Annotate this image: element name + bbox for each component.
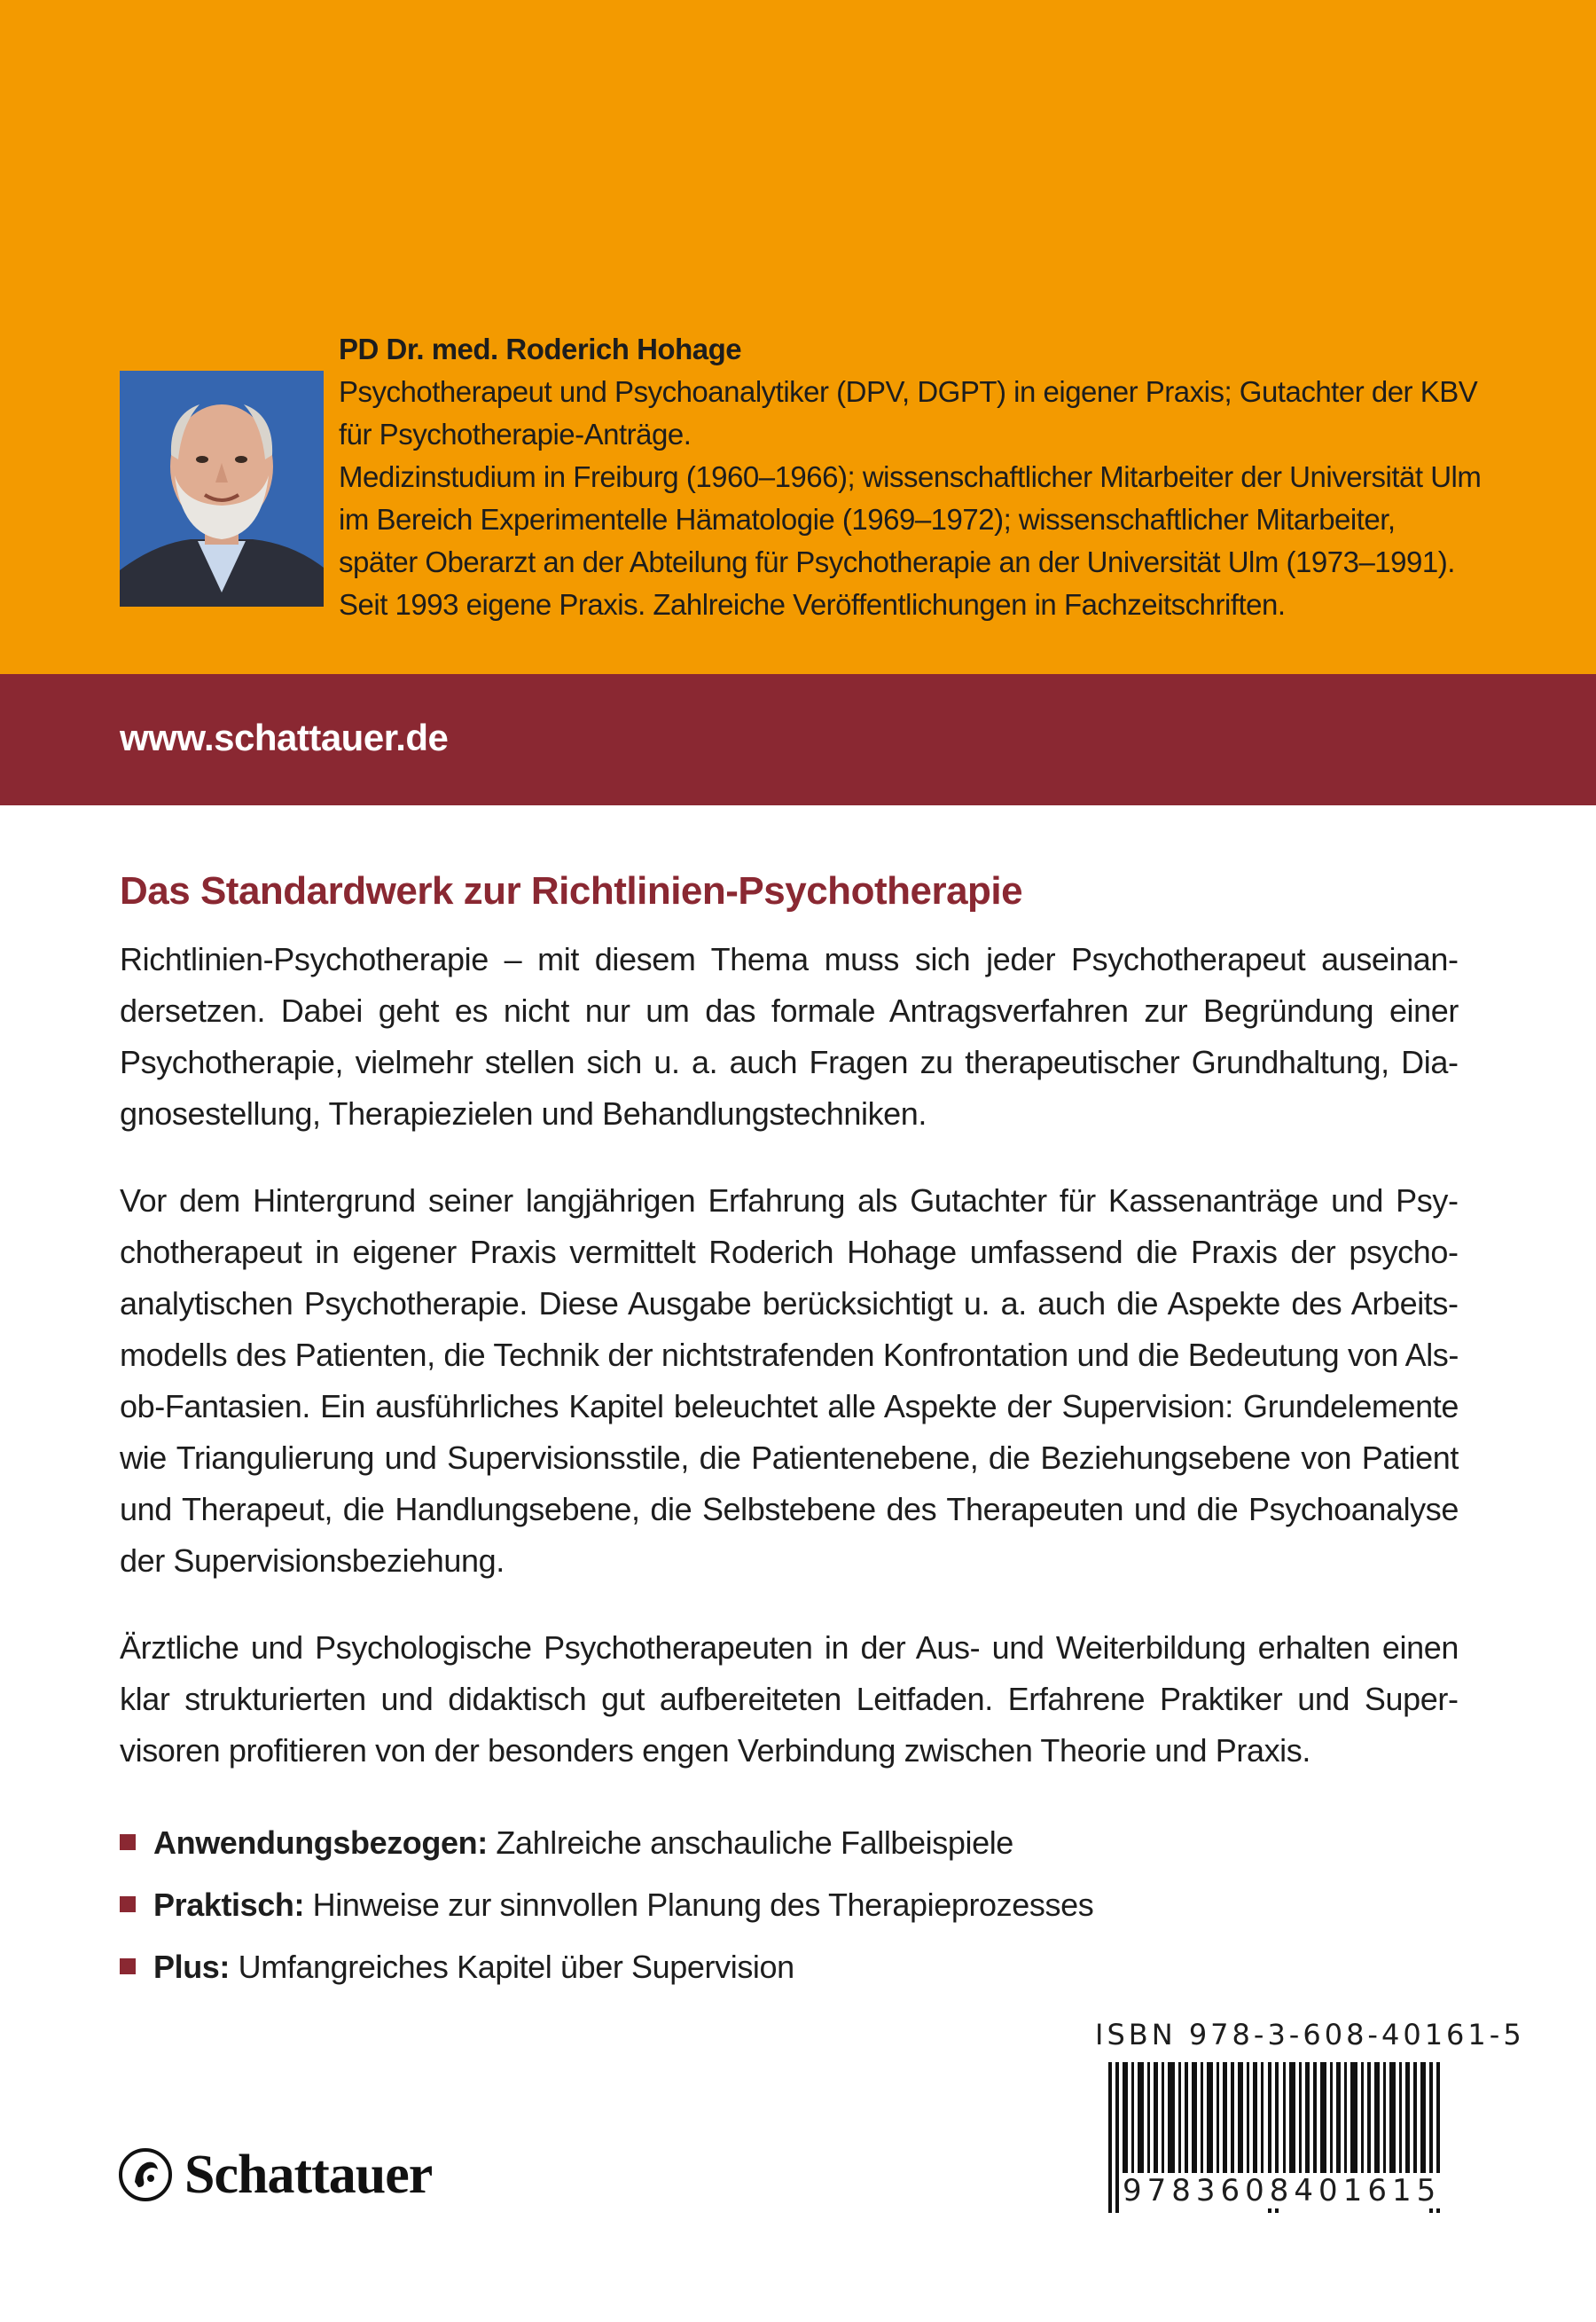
- author-bio-line: Psychotherapeut und Psychoanalytiker (DPV, DGPT) in eigener Praxis; Gutachter der KBV: [339, 375, 1478, 408]
- description-paragraph: Richtlinien-Psychotherapie – mit diesem Thema muss sich jeder Psychotherapeut auseinandersetzen. Dabei geht es nicht nur um das formale Antragsverfahren zur Begründung einer Psychotherapie, vielmehr stellen sich u. a. auch Fragen zu therapeutischer Grundhaltung, Diagnosestellung, Therapiezielen und Behandlungstechniken.: [120, 941, 1459, 1132]
- author-bio-line: Medizinstudium in Freiburg (1960–1966); wissenschaftlicher Mitarbeiter der Universität Ulm: [339, 460, 1482, 493]
- square-bullet-icon: [120, 1834, 136, 1850]
- author-bio-line: später Oberarzt an der Abteilung für Psychotherapie an der Universität Ulm (1973–1991).: [339, 545, 1455, 578]
- author-bio-line: im Bereich Experimentelle Hämatologie (1969–1972); wissenschaftlicher Mitarbeiter,: [339, 503, 1396, 536]
- author-bio-block: [339, 328, 1518, 626]
- description-headline: Das Standardwerk zur Richtlinien-Psychotherapie: [120, 869, 1023, 913]
- feature-item: [120, 1812, 1459, 1874]
- feature-title: Praktisch:: [153, 1887, 305, 1923]
- barcode-number: 9783608401615: [1119, 2173, 1444, 2208]
- isbn-label: ISBN 978-3-608-40161-5: [1095, 2018, 1525, 2051]
- feature-title: Plus:: [153, 1949, 231, 1985]
- author-photo: [120, 371, 324, 607]
- publisher-website-link[interactable]: www.schattauer.de: [120, 717, 449, 758]
- author-bio-line: Seit 1993 eigene Praxis. Zahlreiche Veröffentlichungen in Fachzeitschriften.: [339, 588, 1286, 621]
- description-paragraph: Vor dem Hintergrund seiner langjährigen Erfahrung als Gutachter für Kassenanträge und Psychotherapeut in eigener Praxis vermittelt Roderich Hohage umfassend die Praxis der psychoanalytischen Psychotherapie. Diese Ausgabe berücksichtigt u. a. auch die Aspekte des Arbeitsmodells des Patienten, die Technik der nichtstrafenden Konfrontation und die Bedeutung von Als-ob-Fantasien. Ein ausführliches Kapitel beleuchtet alle Aspekte der Supervision: Grundelemente wie Triangulierung und Supervisionsstile, die Patientenebene, die Beziehungsebene von Patient und Therapeut, die Handlungsebene, die Selbstebene des Therapeuten und die Psychoanalyse der Supervisionsbeziehung.: [120, 1182, 1459, 1579]
- feature-item: [120, 1936, 1459, 1998]
- book-description: [120, 865, 1459, 1998]
- author-portrait-illustration: [120, 371, 324, 607]
- square-bullet-icon: [120, 1896, 136, 1912]
- publisher-logo: [117, 2139, 432, 2210]
- schattauer-emblem-icon: [117, 2146, 174, 2203]
- feature-text: Hinweise zur sinnvollen Planung des Therapieprozesses: [304, 1887, 1094, 1923]
- author-bio-line: für Psychotherapie-Anträge.: [339, 418, 692, 451]
- feature-list: [120, 1812, 1459, 1998]
- publisher-name: Schattauer: [184, 2144, 433, 2205]
- square-bullet-icon: [120, 1958, 136, 1974]
- feature-text: Umfangreiches Kapitel über Supervision: [230, 1949, 794, 1985]
- feature-text: Zahlreiche anschauliche Fallbeispiele: [487, 1824, 1013, 1861]
- feature-item: [120, 1874, 1459, 1936]
- author-name: PD Dr. med. Roderich Hohage: [339, 333, 742, 365]
- feature-title: Anwendungsbezogen:: [153, 1824, 488, 1861]
- description-paragraph: Ärztliche und Psychologische Psychotherapeuten in der Aus- und Weiterbildung erhalten einen klar strukturierten und didaktisch gut aufbereiteten Leitfaden. Erfahrene Praktiker und Supervisoren profitieren von der besonders engen Verbindung zwischen Theorie und Praxis.: [120, 1629, 1459, 1769]
